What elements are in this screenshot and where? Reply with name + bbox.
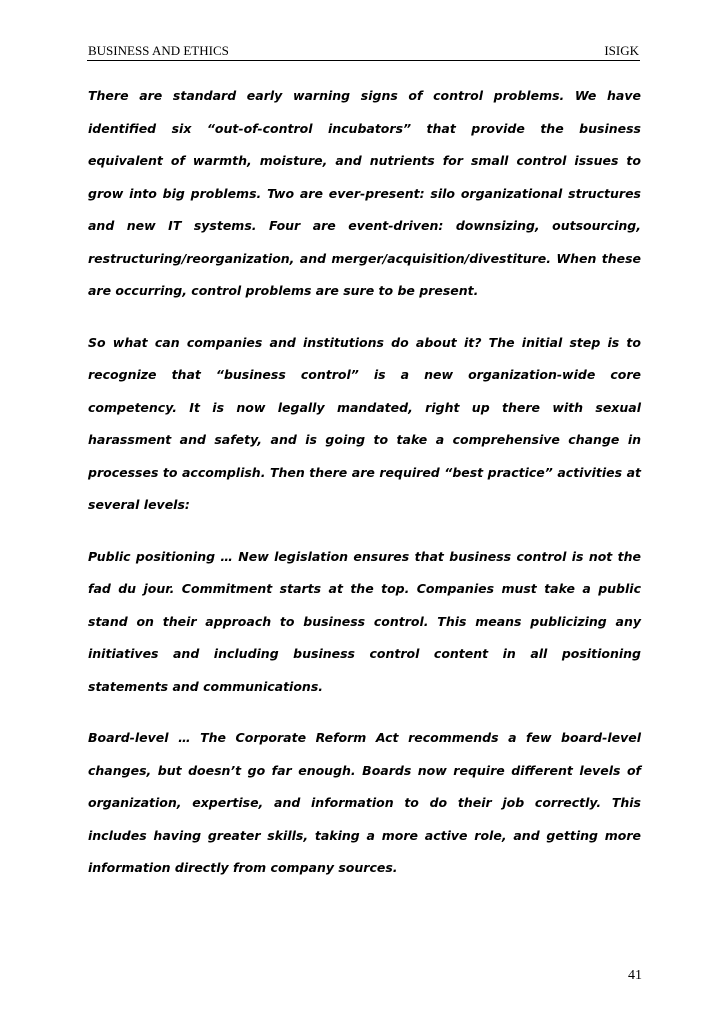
paragraph-warning-signs: There are standard early warning signs of control problems. We have identified six “out-of-control incubators” that provide the business equivalent of warmth, moisture, and nutrients for small control issues to grow into big problems. Two are ever-present: silo organizational structures and new IT systems. Four are event-driven: downsizing, outsourcing, restructuring/reorganization, and merger/acquisition/divestiture. When these are occurring, control problems are sure to be present. xyxy=(88,88,641,298)
paragraph-business-control: So what can companies and institutions do about it? The initial step is to recognize that “business control” is a new organization-wide core competency. It is now legally mandated, right up there with sexual harassment and safety, and is going to take a comprehensive change in processes to accomplish. Then there are required “best practice” activities at several levels: xyxy=(88,334,641,512)
body-text xyxy=(88,80,641,904)
header-title: BUSINESS AND ETHICS xyxy=(88,43,229,58)
paragraph-board-level: Board-level … The Corporate Reform Act recommends a few board-level changes, but doesn’t go far enough. Boards now require different levels of organization, expertise, and information to do their job correctly. This includes having greater skills, taking a more active role, and getting more information directly from company sources. xyxy=(88,730,641,875)
page-number: 41 xyxy=(628,968,642,983)
running-header xyxy=(87,40,640,61)
paragraph-public-positioning: Public positioning … New legislation ensures that business control is not the fad du jour. Commitment starts at the top. Companies must take a public stand on their approach to business control. This means publicizing any initiatives and including business control content in all positioning statements and communications. xyxy=(88,548,641,694)
header-author: ISIGK xyxy=(604,43,639,58)
